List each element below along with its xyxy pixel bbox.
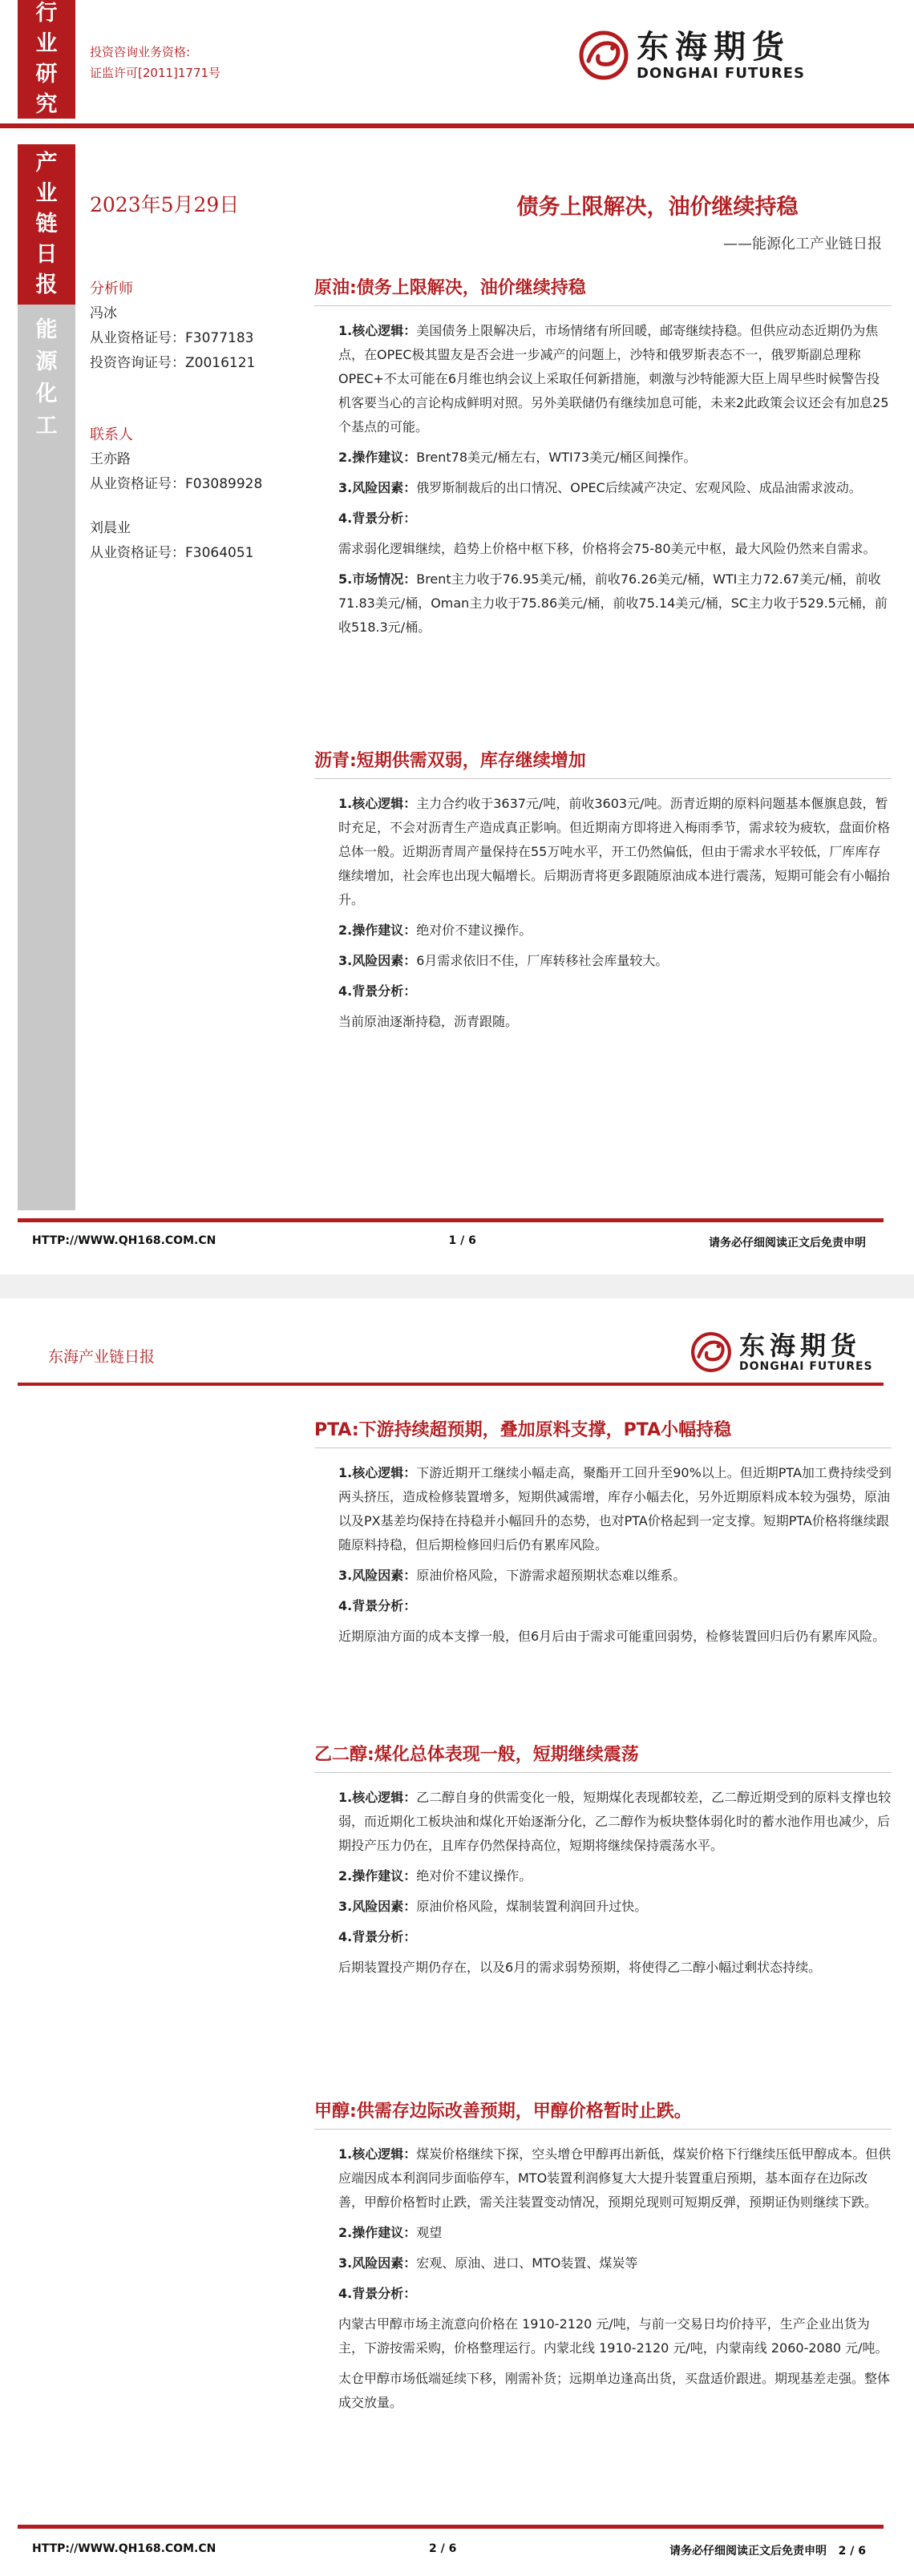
paragraph: 当前原油逐渐持稳，沥青跟随。 [338, 1014, 519, 1029]
contact-name: 刘晨业 [90, 520, 131, 536]
section-title: PTA:下游持续超预期，叠加原料支撑，PTA小幅持稳 [314, 1419, 892, 1448]
report-page-1 [0, 0, 914, 1274]
paragraph: 4.背景分析： [338, 1598, 417, 1613]
paragraph: 3.风险因素：原油价格风险，下游需求超预期状态难以维系。 [338, 1568, 686, 1583]
daily-report-tag: 产 业 链 日 报 [18, 144, 75, 305]
footer-divider [18, 1218, 884, 1222]
paragraph: 后期装置投产期仍存在，以及6月的需求弱势预期，将使得乙二醇小幅过剩状态持续。 [338, 1960, 822, 1975]
paragraph: 1.核心逻辑：美国债务上限解决后，市场情绪有所回暖，邮寄继续持稳。但供应动态近期仍为焦点，在OPEC极其盟友是否会进一步减产的问题上，沙特和俄罗斯表态不一，俄罗斯副总理称OPEC+不太可能在6月维也纳会议上采取任何新措施，刺激与沙特能源大臣上周早些时候警告投机客要当心的言论构成鲜明对照。另外美联储仍有继续加息可能，未来2此政策会议还会有加息25个基点的可能。 [338, 323, 889, 434]
paragraph: 2.操作建议：Brent78美元/桶左右，WTI73美元/桶区间操作。 [338, 450, 697, 465]
section-crude-oil [314, 277, 892, 646]
paragraph: 2.操作建议：绝对价不建议操作。 [338, 1868, 532, 1884]
logo-english-name: DONGHAI FUTURES [739, 1360, 873, 1373]
analyst-name: 冯冰 [90, 305, 117, 321]
analyst-label: 分析师 [90, 281, 133, 297]
section-title: 乙二醇:煤化总体表现一般，短期继续震荡 [314, 1743, 892, 1773]
header-divider [18, 1383, 884, 1386]
paragraph: 5.市场情况：Brent主力收于76.95美元/桶，前收76.26美元/桶，WTI主力72.67美元/桶，前收71.83美元/桶，Oman主力收于75.86美元/桶，前收75.14美元/桶，SC主力收于529.5元桶，前收518.3元/桶。 [338, 571, 888, 635]
analyst-block [90, 277, 306, 566]
contact-label: 联系人 [90, 426, 133, 443]
paragraph: 内蒙古甲醇市场主流意向价格在 1910-2120 元/吨，与前一交易日均价持平，生产企业出货为主，下游按需采购，价格整理运行。内蒙北线 1910-2120 元/吨，内蒙南线 2060-2080 元/吨。 [338, 2316, 888, 2356]
paragraph: 近期原油方面的成本支撑一般，但6月后由于需求可能重回弱势，检修装置回归后仍有累库风险。 [338, 1629, 886, 1644]
industry-research-tag: 行 业 研 究 [18, 0, 75, 119]
page-number: 2 / 6 [429, 2542, 457, 2555]
report-date: 2023年5月29日 [90, 193, 240, 216]
paragraph: 3.风险因素：6月需求依旧不佳，厂库转移社会库量较大。 [338, 953, 669, 968]
section-ethylene-glycol [314, 1743, 892, 1986]
section-title: 原油:债务上限解决，油价继续持稳 [314, 277, 892, 306]
dragon-logo-icon [690, 1330, 733, 1374]
section-title: 沥青:短期供需双弱，库存继续增加 [314, 749, 892, 779]
paragraph: 1.核心逻辑：主力合约收于3637元/吨，前收3603元/吨。沥青近期的原料问题基本偃旗息鼓，暂时充足，不会对沥青生产造成真正影响。但近期南方即将进入梅雨季节，需求较为疲软，盘面价格总体一般。近期沥青周产量保持在55万吨水平，开工仍然偏低，但由于需求水平较低，厂库库存继续增加，社会库也出现大幅增长。后期沥青将更多跟随原油成本进行震荡，短期可能会有小幅抬升。 [338, 796, 891, 907]
website-link[interactable]: HTTP://WWW.QH168.COM.CN [32, 2542, 216, 2555]
paragraph: 需求弱化逻辑继续，趋势上价格中枢下移，价格将会75-80美元中枢，最大风险仍然来自需求。 [338, 541, 876, 556]
report-subtitle: ——能源化工产业链日报 [723, 236, 882, 252]
paragraph: 2.操作建议：绝对价不建议操作。 [338, 923, 532, 938]
paragraph: 太仓甲醇市场低端延续下移，刚需补货；远期单边逢高出货，买盘适价跟进。期现基差走强。整体成交放量。 [338, 2371, 891, 2410]
analyst-advisory-cert: 投资咨询证号：Z0016121 [90, 355, 256, 371]
page-footer [32, 1234, 866, 1250]
page-number: 1 / 6 [448, 1234, 476, 1247]
section-title: 甲醇:供需存边际改善预期，甲醇价格暂时止跌。 [314, 2100, 892, 2130]
contact-cert: 从业资格证号：F3064051 [90, 545, 254, 561]
logo-chinese-name: 东海期货 [637, 27, 791, 66]
dragon-logo-icon [577, 29, 630, 82]
running-header: 东海产业链日报 [48, 1348, 156, 1366]
paragraph: 4.背景分析： [338, 511, 417, 526]
contact-cert: 从业资格证号：F03089928 [90, 476, 263, 492]
page-separator [0, 1274, 914, 1298]
header-divider [0, 123, 914, 128]
paragraph: 4.背景分析： [338, 2286, 417, 2301]
paragraph: 2.操作建议：观望 [338, 2225, 443, 2240]
company-logo [577, 29, 805, 82]
paragraph: 1.核心逻辑：下游近期开工继续小幅走高，聚酯开工回升至90%以上。但近期PTA加工费持续受到两头挤压，造成检修装置增多，短期供减需增，库存小幅去化，另外近期原料成本较为强势，原油以及PX基差均保持在持稳并小幅回升的态势，也对PTA价格起到一定支撑。短期PTA价格将继续跟随原料持稳，但后期检修回归后仍有累库风险。 [338, 1465, 892, 1552]
paragraph: 1.核心逻辑：乙二醇自身的供需变化一般，短期煤化表现都较差，乙二醇近期受到的原料支撑也较弱，而近期化工板块油和煤化开始逐渐分化，乙二醇作为板块整体弱化时的蓄水池作用也减少，后期投产压力仍在，且库存仍然保持高位，短期将继续保持震荡水平。 [338, 1790, 892, 1853]
paragraph: 3.风险因素：宏观、原油、进口、MTO装置、煤炭等 [338, 2255, 638, 2271]
company-logo [690, 1330, 873, 1374]
logo-english-name: DONGHAI FUTURES [637, 64, 805, 82]
section-methanol [314, 2100, 892, 2421]
analyst-cert: 从业资格证号：F3077183 [90, 330, 254, 346]
report-title: 债务上限解决，油价继续持稳 [516, 195, 799, 220]
paragraph: 3.风险因素：原油价格风险，煤制装置利润回升过快。 [338, 1899, 648, 1914]
qualification-info: 投资咨询业务资格: 证监许可[2011]1771号 [90, 45, 221, 80]
disclaimer-text: 请务必仔细阅读正文后免责申明 [709, 1237, 866, 1250]
footer-divider [18, 2525, 884, 2529]
website-link[interactable]: HTTP://WWW.QH168.COM.CN [32, 1234, 216, 1247]
section-asphalt [314, 749, 892, 1040]
contact-name: 王亦路 [90, 451, 131, 467]
logo-chinese-name: 东海期货 [739, 1330, 862, 1361]
paragraph: 4.背景分析： [338, 983, 417, 999]
disclaimer-text: 请务必仔细阅读正文后免责申明 2 / 6 [669, 2545, 866, 2558]
paragraph: 1.核心逻辑：煤炭价格继续下探，空头增仓甲醇再出新低，煤炭价格下行继续压低甲醇成本。但供应端因成本利润同步面临停车，MTO装置利润修复大大提升装置重启预期，基本面存在边际改善，甲醇价格暂时止跌，需关注装置变动情况，预期兑现则可短期反弹，预期证伪则继续下跌。 [338, 2146, 892, 2210]
sector-tag: 能 源 化 工 [18, 305, 75, 1210]
report-page-2 [0, 1298, 914, 2576]
page-footer [32, 2542, 866, 2558]
section-pta [314, 1419, 892, 1655]
paragraph: 4.背景分析： [338, 1929, 417, 1944]
paragraph: 3.风险因素：俄罗斯制裁后的出口情况、OPEC后续减产决定、宏观风险、成品油需求波动。 [338, 480, 862, 495]
